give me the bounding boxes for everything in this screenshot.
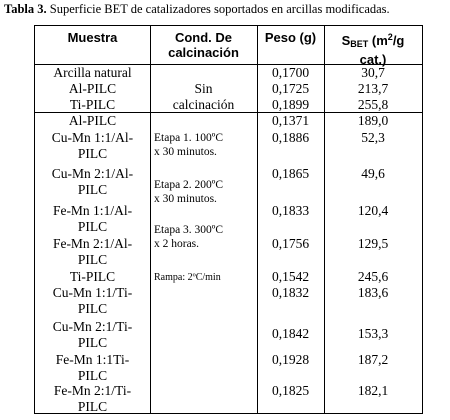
table-cell: PILC xyxy=(77,219,108,234)
table-cell: PILC xyxy=(77,146,108,161)
table-cell: Etapa 2. 200ºC xyxy=(154,179,224,191)
header-sbet-superscript: 2 xyxy=(387,32,393,42)
table-row xyxy=(35,352,150,384)
table-cell: 49,6 xyxy=(361,166,385,181)
table-row xyxy=(35,269,150,285)
table-cell: Cu-Mn 2:1/Al- xyxy=(51,166,134,181)
table-cell: 153,3 xyxy=(357,326,389,341)
table-cell: 0,1832 xyxy=(271,285,310,300)
table-cell: Sin xyxy=(194,81,213,96)
table-row xyxy=(35,113,150,129)
table-cell: 183,6 xyxy=(357,285,389,300)
table-cell: 213,7 xyxy=(357,81,389,96)
header-cond-line2: calcinación xyxy=(168,45,239,60)
table-cell: Rampa: 2ºC/min xyxy=(154,272,221,283)
table-cell: Al-PILC xyxy=(68,113,117,128)
table-cell: PILC xyxy=(77,182,108,197)
header-sbet-symbol: S xyxy=(341,33,351,48)
table-cell: Cu-Mn 1:1/Al- xyxy=(51,130,134,145)
header-cond xyxy=(150,30,257,60)
table-cell: 255,8 xyxy=(357,97,389,112)
table-cell: 129,5 xyxy=(357,236,389,251)
table-cell: 0,1842 xyxy=(271,326,310,341)
table-caption xyxy=(4,2,390,17)
table-cell: PILC xyxy=(77,399,108,414)
table-cell: PILC xyxy=(77,368,108,383)
header-sbet-subscript: BET xyxy=(350,39,369,49)
header-peso: Peso (g) xyxy=(264,30,317,45)
table-cell: 189,0 xyxy=(357,113,389,128)
table-cell: calcinación xyxy=(172,97,235,112)
table-cell: 0,1865 xyxy=(271,166,310,181)
table-cell: x 30 minutos. xyxy=(154,193,217,205)
header-sbet-unit-a: (m xyxy=(368,33,388,48)
table-cell: 245,6 xyxy=(357,269,389,284)
table-cell: x 2 horas. xyxy=(154,238,200,250)
table-cell: 52,3 xyxy=(361,130,385,145)
table-row xyxy=(35,203,150,235)
calcination-stage-1 xyxy=(154,131,223,159)
table-cell: 0,1825 xyxy=(271,383,310,398)
caption-label: Tabla 3. xyxy=(4,2,47,16)
header-sbet xyxy=(324,30,422,67)
table-cell: x 30 minutos. xyxy=(154,146,217,158)
table-cell: 0,1756 xyxy=(271,236,310,251)
table-cell: Etapa 3. 300ºC xyxy=(154,224,224,236)
table-cell: Ti-PILC xyxy=(69,97,116,112)
calcination-ramp xyxy=(154,271,221,284)
table-row xyxy=(35,383,150,415)
table-cell: PILC xyxy=(77,252,108,267)
table-cell: Fe-Mn 1:1Ti- xyxy=(55,352,130,367)
table-cell: Arcilla natural xyxy=(53,65,132,80)
table-cell: Etapa 1. 100ºC xyxy=(154,132,224,144)
table-cell: Fe-Mn 2:1/Ti- xyxy=(53,383,132,398)
table-cell: Fe-Mn 2:1/Al- xyxy=(52,236,133,251)
header-muestra: Muestra xyxy=(67,30,118,45)
table-row xyxy=(35,166,150,198)
group1-peso xyxy=(257,65,324,113)
caption-text: Superficie BET de catalizadores soportados en arcillas modificadas. xyxy=(46,2,390,16)
table-cell: 187,2 xyxy=(357,352,389,367)
header-sbet-line2: cat.) xyxy=(359,52,387,67)
table-cell: PILC xyxy=(77,335,108,350)
table-row xyxy=(35,130,150,162)
table-cell: 0,1833 xyxy=(271,203,310,218)
table-cell: 0,1371 xyxy=(271,113,310,128)
header-cond-line1: Cond. De xyxy=(174,30,233,45)
table-cell: PILC xyxy=(77,301,108,316)
table-row xyxy=(35,285,150,317)
table-cell: Cu-Mn 1:1/Ti- xyxy=(52,285,133,300)
calcination-stage-2 xyxy=(154,178,223,206)
table-cell: 0,1899 xyxy=(271,97,310,112)
table-row xyxy=(35,319,150,351)
table-cell: 0,1542 xyxy=(271,269,310,284)
table-cell: Al-PILC xyxy=(68,81,117,96)
table-cell: 30,7 xyxy=(361,65,385,80)
group1-sbet xyxy=(324,65,422,113)
header-sbet-unit-b: /g xyxy=(392,33,405,48)
table-cell: 0,1886 xyxy=(271,130,310,145)
calcination-stage-3 xyxy=(154,223,223,251)
table-cell: Fe-Mn 1:1/Al- xyxy=(52,203,133,218)
table-cell: 0,1928 xyxy=(271,352,310,367)
group1-muestra xyxy=(35,65,150,113)
table-cell: 0,1700 xyxy=(271,65,310,80)
group1-cond xyxy=(150,81,257,113)
table-cell: Cu-Mn 2:1/Ti- xyxy=(52,319,133,334)
table-cell: 120,4 xyxy=(357,203,389,218)
bet-table xyxy=(34,25,423,414)
table-cell: 182,1 xyxy=(357,383,389,398)
table-cell: 0,1725 xyxy=(271,81,310,96)
table-cell: Ti-PILC xyxy=(69,269,116,284)
table-row xyxy=(35,236,150,268)
